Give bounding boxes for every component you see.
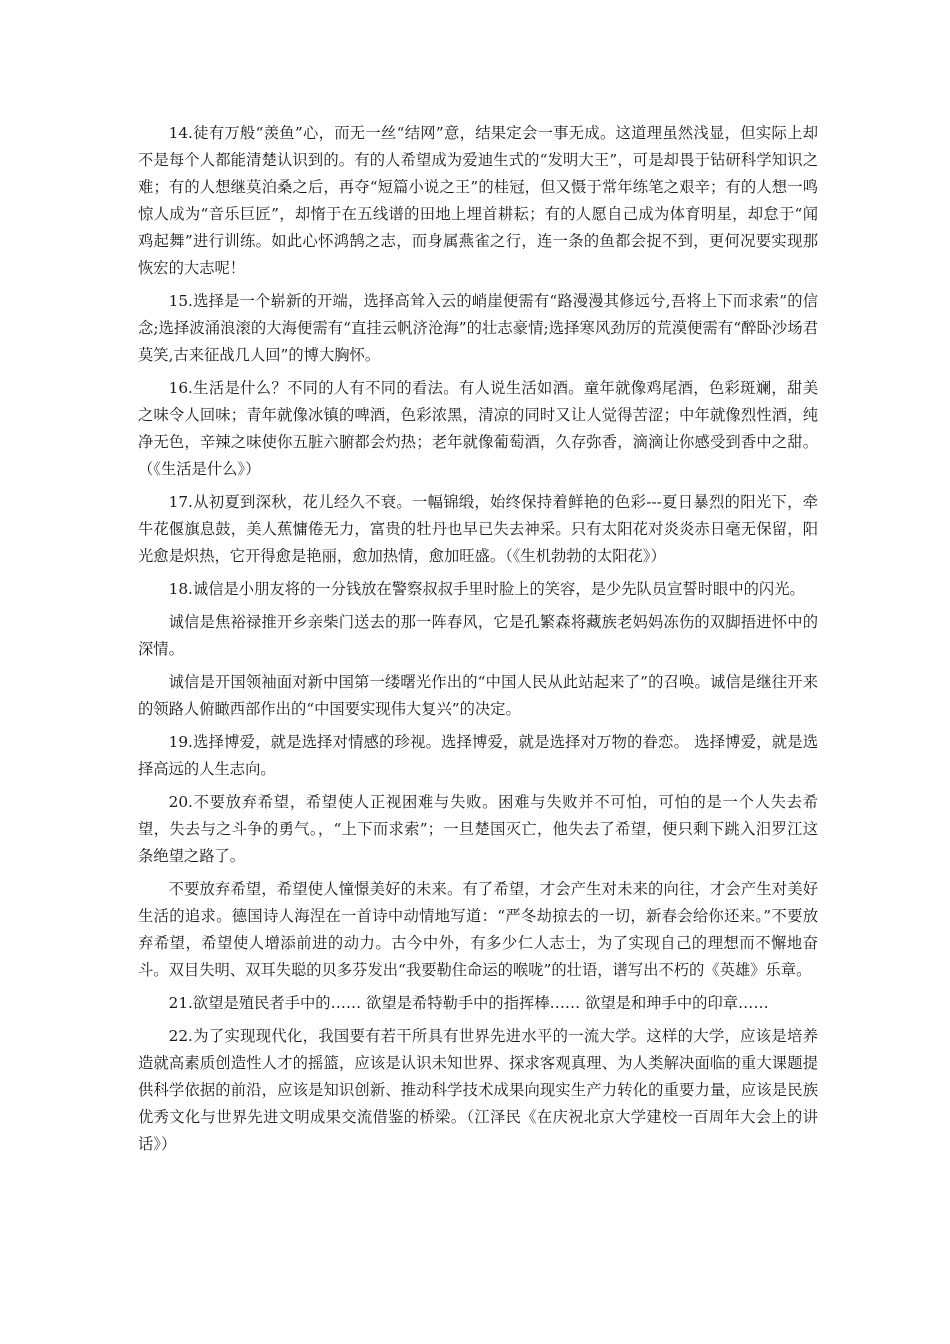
- paragraph-21: 21.欲望是殖民者手中的…… 欲望是希特勒手中的指挥棒…… 欲望是和珅手中的印章……: [168, 994, 769, 1012]
- paragraph-19: 19.选择博爱，就是选择对情感的珍视。选择博爱，就是选择对万物的眷恋。 选择博爱，就是选择高远的人生志向。: [138, 733, 818, 778]
- paragraph-17: 17.从初夏到深秋，花儿经久不衰。一幅锦缎，始终保持着鲜艳的色彩---夏日暴烈的阳光下，牵牛花偃旗息鼓，美人蕉慵倦无力，富贵的牡丹也早已失去神采。只有太阳花对炎炎赤日毫无保留，阳光愈是炽热，它开得愈是艳丽，愈加热情，愈加旺盛。（《生机勃勃的太阳花》）: [138, 493, 818, 565]
- paragraph-20-cont: 不要放弃希望，希望使人憧憬美好的未来。有了希望，才会产生对未来的向往，才会产生对美好生活的追求。德国诗人海涅在一首诗中动情地写道：“严冬劫掠去的一切，新春会给你还来。”不要放弃希望，希望使人增添前进的动力。古今中外，有多少仁人志士，为了实现自己的理想而不懈地奋斗。双目失明、双耳失聪的贝多芬发出“我要勒住命运的喉咙”的壮语，谱写出不朽的《英雄》乐章。: [138, 880, 818, 979]
- paragraph-18: 18.诚信是小朋友将的一分钱放在警察叔叔手里时脸上的笑容，是少先队员宣誓时眼中的闪光。: [168, 580, 805, 598]
- paragraph-18-cont-2: 诚信是开国领袖面对新中国第一缕曙光作出的“中国人民从此站起来了”的召唤。诚信是继往开来的领路人俯瞰西部作出的“中国要实现伟大复兴”的决定。: [138, 673, 818, 718]
- document-body: [138, 120, 818, 1164]
- paragraph-16: 16.生活是什么？不同的人有不同的看法。有人说生活如酒。童年就像鸡尾酒，色彩斑斓，甜美之味令人回味；青年就像冰镇的啤酒，色彩浓黑，清凉的同时又让人觉得苦涩；中年就像烈性酒，纯净无色，辛辣之味使你五脏六腑都会灼热；老年就像葡萄酒，久存弥香，滴滴让你感受到香中之甜。（《生活是什么》）: [138, 379, 818, 478]
- paragraph-20: 20.不要放弃希望，希望使人正视困难与失败。困难与失败并不可怕，可怕的是一个人失去希望，失去与之斗争的勇气。，“上下而求索”；一旦楚国灭亡，他失去了希望，便只剩下跳入汨罗江这条绝望之路了。: [138, 793, 818, 865]
- paragraph-15: 15.选择是一个崭新的开端，选择高耸入云的峭崖便需有“路漫漫其修远兮,吾将上下而求索”的信念;选择波涌浪滚的大海便需有“直挂云帆济沧海”的壮志豪情;选择寒风劲厉的荒漠便需有“醉卧沙场君莫笑,古来征战几人回”的博大胸怀。: [138, 292, 818, 364]
- paragraph-22: 22.为了实现现代化，我国要有若干所具有世界先进水平的一流大学。这样的大学，应该是培养造就高素质创造性人才的摇篮，应该是认识未知世界、探求客观真理、为人类解决面临的重大课题提供科学依据的前沿，应该是知识创新、推动科学技术成果向现实生产力转化的重要力量，应该是民族优秀文化与世界先进文明成果交流借鉴的桥梁。（江泽民《在庆祝北京大学建校一百周年大会上的讲话》）: [138, 1027, 818, 1153]
- paragraph-14: 14.徒有万般“羡鱼”心，而无一丝“结网”意，结果定会一事无成。这道理虽然浅显，但实际上却不是每个人都能清楚认识到的。有的人希望成为爱迪生式的“发明大王”，可是却畏于钻研科学知识之难；有的人想继莫泊桑之后，再夺“短篇小说之王”的桂冠，但又慑于常年练笔之艰辛；有的人想一鸣惊人成为“音乐巨匠”，却惰于在五线谱的田地上埋首耕耘；有的人愿自己成为体育明星，却怠于“闻鸡起舞”进行训练。如此心怀鸿鹄之志，而身属燕雀之行，连一条的鱼都会捉不到，更何况要实现那恢宏的大志呢！: [138, 124, 818, 277]
- paragraph-18-cont-1: 诚信是焦裕禄推开乡亲柴门送去的那一阵春风，它是孔繁森将藏族老妈妈冻伤的双脚捂进怀中的深情。: [138, 613, 818, 658]
